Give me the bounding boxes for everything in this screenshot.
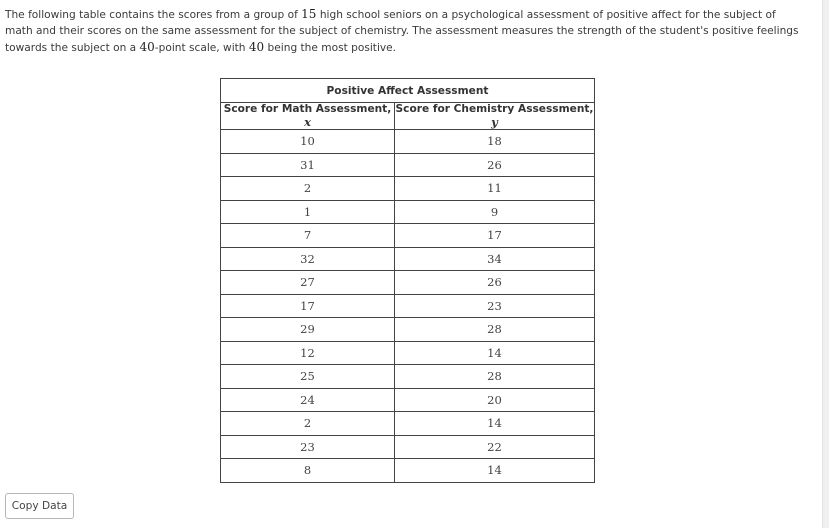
table-row xyxy=(221,388,595,412)
chemistry-score-cell: 17 xyxy=(395,224,595,248)
math-score-cell: 27 xyxy=(221,271,395,295)
table-row xyxy=(221,435,595,459)
table-title: Positive Affect Assessment xyxy=(221,79,595,103)
intro-text-4: being the most positive. xyxy=(264,42,397,54)
variable-y: y xyxy=(491,115,498,129)
table-body xyxy=(221,130,595,483)
math-score-cell: 17 xyxy=(221,294,395,318)
intro-text-3: -point scale, with xyxy=(154,42,249,54)
chemistry-score-cell: 11 xyxy=(395,177,595,201)
column-header-math-label: Score for Math Assessment, xyxy=(223,103,392,115)
problem-statement xyxy=(5,6,805,56)
table-row xyxy=(221,271,595,295)
chemistry-score-cell: 14 xyxy=(395,412,595,436)
variable-x: x xyxy=(304,115,311,129)
math-score-cell: 7 xyxy=(221,224,395,248)
table-row xyxy=(221,294,595,318)
math-score-cell: 24 xyxy=(221,388,395,412)
math-score-cell: 25 xyxy=(221,365,395,389)
most-positive-score: 40 xyxy=(248,40,265,54)
table-row xyxy=(221,318,595,342)
intro-text-1: The following table contains the scores from a group of xyxy=(5,9,302,21)
table-row xyxy=(221,459,595,483)
column-header-chemistry-label: Score for Chemistry Assessment, xyxy=(395,103,594,115)
table-row xyxy=(221,365,595,389)
chemistry-score-cell: 26 xyxy=(395,271,595,295)
table-row xyxy=(221,224,595,248)
student-count: 15 xyxy=(301,7,317,21)
chemistry-score-cell: 23 xyxy=(395,294,595,318)
chemistry-score-cell: 20 xyxy=(395,388,595,412)
math-score-cell: 12 xyxy=(221,341,395,365)
chemistry-score-cell: 34 xyxy=(395,247,595,271)
intro-text-2: high school seniors on a psychological assessment of positive affect for the subject of math and their scores on the same assessment for the subject of chemistry. The assessment measures the strength of the student's positive feelings towards the subject on a xyxy=(5,9,799,54)
math-score-cell: 8 xyxy=(221,459,395,483)
table-row xyxy=(221,153,595,177)
math-score-cell: 29 xyxy=(221,318,395,342)
math-score-cell: 2 xyxy=(221,412,395,436)
math-score-cell: 32 xyxy=(221,247,395,271)
max-score: 40 xyxy=(139,40,155,54)
math-score-cell: 2 xyxy=(221,177,395,201)
column-header-chemistry xyxy=(395,103,595,130)
table-row xyxy=(221,247,595,271)
math-score-cell: 10 xyxy=(221,130,395,154)
chemistry-score-cell: 14 xyxy=(395,459,595,483)
chemistry-score-cell: 28 xyxy=(395,318,595,342)
table-row xyxy=(221,177,595,201)
table-row xyxy=(221,341,595,365)
chemistry-score-cell: 14 xyxy=(395,341,595,365)
chemistry-score-cell: 18 xyxy=(395,130,595,154)
vertical-scrollbar[interactable] xyxy=(822,0,829,528)
chemistry-score-cell: 28 xyxy=(395,365,595,389)
math-score-cell: 1 xyxy=(221,200,395,224)
table-row xyxy=(221,200,595,224)
chemistry-score-cell: 26 xyxy=(395,153,595,177)
table-row xyxy=(221,130,595,154)
copy-data-button[interactable]: Copy Data xyxy=(5,493,74,519)
math-score-cell: 31 xyxy=(221,153,395,177)
math-score-cell: 23 xyxy=(221,435,395,459)
chemistry-score-cell: 22 xyxy=(395,435,595,459)
scores-table xyxy=(220,78,595,483)
chemistry-score-cell: 9 xyxy=(395,200,595,224)
table-row xyxy=(221,412,595,436)
column-header-math xyxy=(221,103,395,130)
